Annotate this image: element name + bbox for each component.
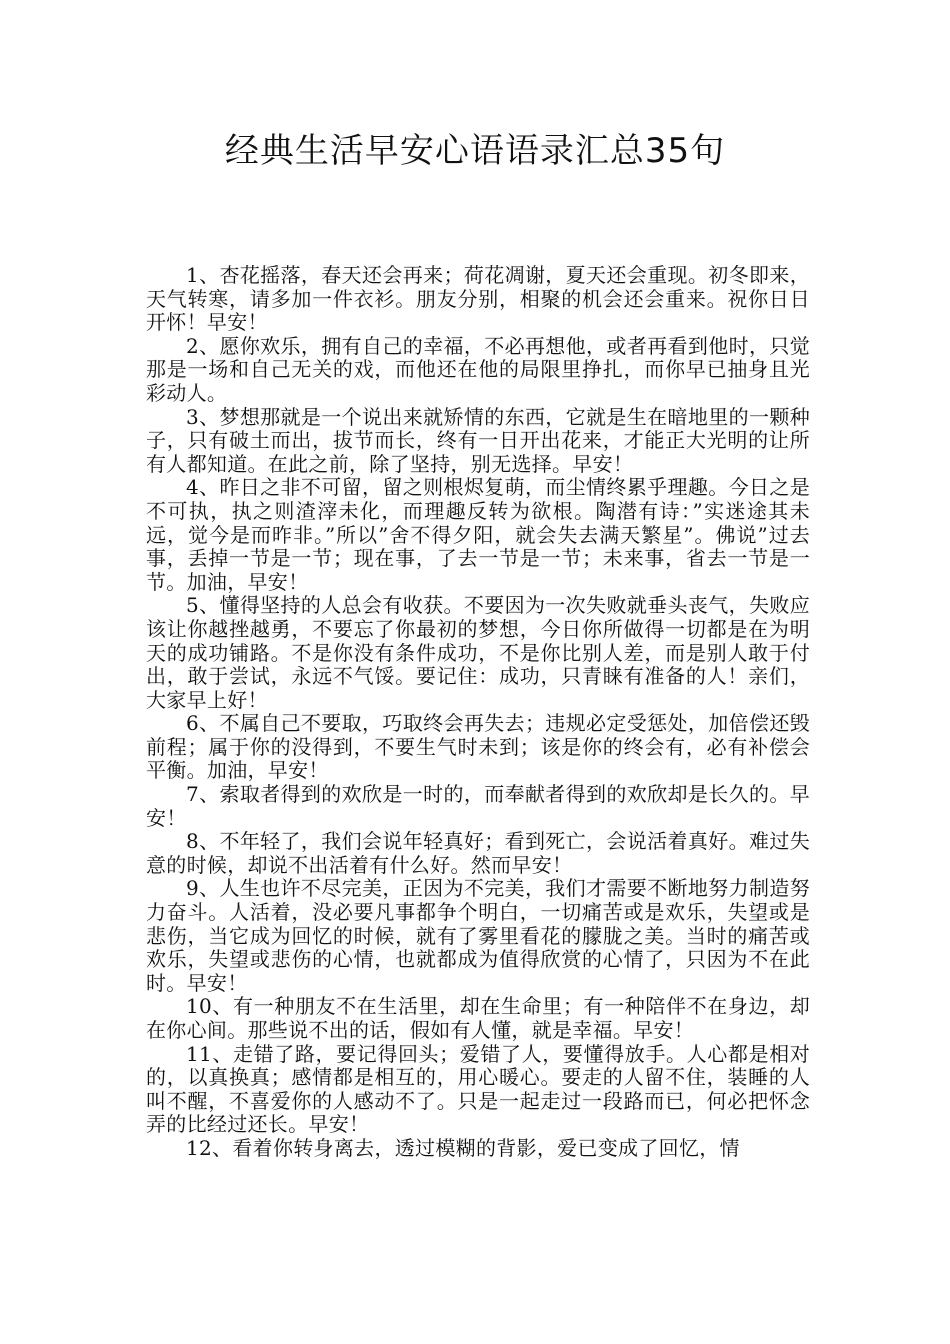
paragraph-11: 11、走错了路，要记得回头；爱错了人，要懂得放手。人心都是相对的，以真换真；感情都是相互的，用心暖心。要走的人留不住，装睡的人叫不醒，不喜爱你的人感动不了。只是一起走过一段路而已，何必把怀念弄的比经过还长。早安！: [146, 1041, 810, 1137]
paragraph-5: 5、懂得坚持的人总会有收获。不要因为一次失败就垂头丧气，失败应该让你越挫越勇，不要忘了你最初的梦想，今日你所做得一切都是在为明天的成功铺路。不是你没有条件成功，不是你比别人差，而是别人敢于付出，敢于尝试，永远不气馁。要记住：成功，只青睐有准备的人！亲们，大家早上好！: [146, 593, 810, 712]
paragraph-9: 9、人生也许不尽完美，正因为不完美，我们才需要不断地努力制造努力奋斗。人活着，没必要凡事都争个明白，一切痛苦或是欢乐，失望或是悲伤，当它成为回忆的时候，就有了雾里看花的朦胧之美。当时的痛苦或欢乐，失望或悲伤的心情，也就都成为值得欣赏的心情了，只因为不在此时。早安！: [146, 876, 810, 995]
paragraph-12: 12、看着你转身离去，透过模糊的背影，爱已变成了回忆，情: [186, 1135, 740, 1160]
paragraph-8: 8、不年轻了，我们会说年轻真好；看到死亡，会说活着真好。难过失意的时候，却说不出活着有什么好。然而早安！: [146, 829, 810, 877]
document-body: [146, 264, 810, 1161]
paragraph-6: 6、不属自己不要取，巧取终会再失去；违规必定受惩处，加倍偿还毁前程；属于你的没得到，不要生气时未到；该是你的终会有，必有补偿会平衡。加油，早安！: [146, 711, 810, 783]
paragraph-2: 2、愿你欢乐，拥有自己的幸福，不必再想他，或者再看到他时，只觉那是一场和自己无关的戏，而他还在他的局限里挣扎，而你早已抽身且光彩动人。: [146, 333, 810, 405]
paragraph-1: 1、杏花摇落，春天还会再来；荷花凋谢，夏天还会重现。初冬即来，天气转寒，请多加一件衣衫。朋友分别，相聚的机会还会重来。祝你日日开怀！早安！: [146, 263, 810, 335]
document-title: 经典生活早安心语语录汇总35句: [224, 131, 726, 171]
paragraph-3: 3、梦想那就是一个说出来就矫情的东西，它就是生在暗地里的一颗种子，只有破土而出，拔节而长，终有一日开出花来，才能正大光明的让所有人都知道。在此之前，除了坚持，别无选择。早安！: [146, 404, 810, 476]
paragraph-4: 4、昨日之非不可留，留之则根烬复萌，而尘情终累乎理趣。今日之是不可执，执之则渣滓未化，而理趣反转为欲根。陶潜有诗：”实迷途其未远，觉今是而昨非。”所以”舍不得夕阳，就会失去满天繁星”。佛说”过去事，丢掉一节是一节；现在事，了去一节是一节；未来事，省去一节是一节。加油，早安！: [146, 475, 810, 594]
paragraph-7: 7、索取者得到的欢欣是一时的，而奉献者得到的欢欣却是长久的。早安！: [146, 782, 810, 830]
paragraph-10: 10、有一种朋友不在生活里，却在生命里；有一种陪伴不在身边，却在你心间。那些说不出的话，假如有人懂，就是幸福。早安！: [146, 994, 810, 1042]
